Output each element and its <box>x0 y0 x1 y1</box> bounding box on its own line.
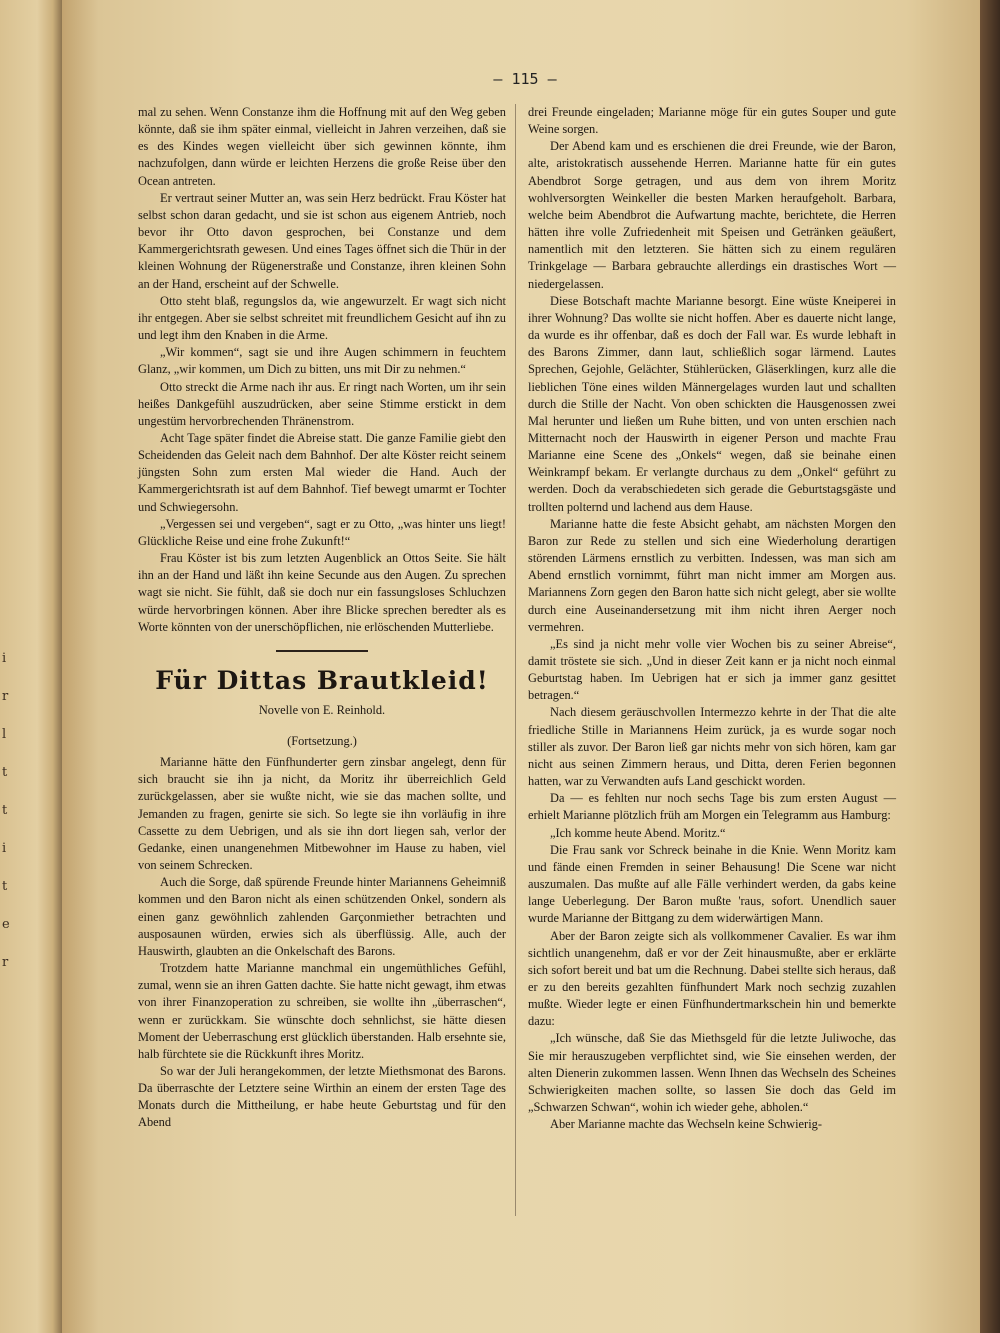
adjacent-page-letter: l <box>2 727 7 742</box>
paragraph: Die Frau sank vor Schreck beinahe in die Knie. Wenn Moritz kam und fände einen Fremden in seiner Behausung! Die Scene war nicht auszumalen. Das mußte auf alle Fälle verhindert werden, da gabs keine lange Ueberlegung. Der Baron mußte 'raus, sofort. Unendlich sauer wurde Marianne der Bittgang zu dem widerwärtigen Mann. <box>528 842 896 926</box>
story-title: Für Dittas Brautkleid! <box>155 665 489 695</box>
paragraph: „Es sind ja nicht mehr volle vier Wochen bis zu seiner Abreise“, damit tröstete sie sich. „Und in dieser Zeit kann er ja nicht noch einmal Geburtstag haben. Im Uebrigen hat er sich ja immer ganz gesittet betragen.“ <box>528 636 896 703</box>
book-binding-strip <box>0 0 62 1333</box>
adjacent-page-letter: e <box>2 917 10 932</box>
page-number: — 115 — <box>493 70 557 88</box>
paragraph: Er vertraut seiner Mutter an, was sein Herz bedrückt. Frau Köster hat selbst schon daran gedacht, und sie ist schon aus eigenem Antrieb, noch bevor ihr Otto davon gesprochen, bei Constanze und dem Kammergerichtsrath gewesen. Und eines Tages öffnet sich die Thür in der kleinen Wohnung der Rügenerstraße und Constanze, ihren kleinen Sohn an der Hand, erscheint auf der Schwelle. <box>138 190 506 291</box>
left-column <box>138 104 506 1132</box>
paragraph: „Ich wünsche, daß Sie das Miethsgeld für die letzte Juliwoche, das Sie mir herauszugeben verpflichtet sind, wie Sie einsehen werden, der alten Dienerin zukommen lassen. Wenn Ihnen das Wechseln des Scheines Schwierigkeiten machen sollte, so lassen Sie doch das Geld im „Schwarzen Schwan“, wohin ich wieder gehe, abholen.“ <box>528 1031 896 1115</box>
paragraph: Frau Köster ist bis zum letzten Augenblick an Ottos Seite. Sie hält ihn an der Hand und läßt ihn keine Secunde aus den Augen. Zu sprechen wagt sie nicht. Sie fühlt, daß sie doch nur ein fassungsloses Schluchzen würde hervorbringen können. Aber ihre Blicke sprechen beredter als es Worte könnten von der unerschöpflichen, nie erlöschenden Mutterliebe. <box>138 551 506 634</box>
section-divider <box>276 650 368 652</box>
paragraph: „Ich komme heute Abend. Moritz.“ <box>550 825 726 840</box>
paragraph: Nach diesem geräuschvollen Intermezzo kehrte in der That die alte friedliche Stille in Mariannens Heim zurück, ja es wurde sogar noch stiller als zuvor. Der Baron ließ gar nichts mehr von sich hören, kam gar nicht aus seinen Zimmern heraus, und Ditta, deren Ferien begonnen hatten, war zu Verwandten aufs Land geschickt worden. <box>528 705 896 789</box>
adjacent-page-letter: i <box>2 651 7 666</box>
paragraph: drei Freunde eingeladen; Marianne möge für ein gutes Souper und gute Weine sorgen. <box>528 105 896 137</box>
adjacent-page-letter: t <box>2 765 8 780</box>
continuation-note: (Fortsetzung.) <box>287 734 357 748</box>
paragraph: „Wir kommen“, sagt sie und ihre Augen schimmern in feuchtem Glanz, „wir kommen, um Dich zu bitten, uns mit Dir zu nehmen.“ <box>138 345 506 377</box>
column-rule <box>515 104 516 1216</box>
paragraph: So war der Juli herangekommen, der letzte Miethsmonat des Barons. Da überraschte der Letztere seine Wirthin an einem der ersten Tage des Monats durch die Mittheilung, er habe heute Geburtstag und für den Abend <box>138 1063 506 1130</box>
adjacent-page-letters <box>2 640 16 982</box>
paragraph: Der Abend kam und es erschienen die drei Freunde, wie der Baron, alte, aristokratisch aussehende Herren. Marianne hatte für ein gutes Abendbrot Sorge getragen, und aus dem von ihrem Moritz wohlversorgten Weinkeller die besten Marken heraufgeholt. Barbara, welche beim Abendbrot die Aufwartung machte, berichtete, die Herren hätten ihre volle Zufriedenheit mit Speisen und Getränken geäußert, namentlich mit den letzteren. Sie hätten sich zu einem regulären Trinkgelage — Barbara gebrauchte allerdings ein drastisches Wort — niedergelassen. <box>528 139 896 291</box>
paragraph: Aber der Baron zeigte sich als vollkommener Cavalier. Es war ihm sichtlich unangenehm, daß er vor der Zeit hinausmußte, aber er erklärte sich sofort bereit und bat um die Rechnung. Dabei stellte sich heraus, daß er zu den bereits gezahlten fünfhundert Mark noch sechzig zuzahlen mußte. Wieder legte er einen Fünfhundertmarkschein hin und bemerkte dazu: <box>528 928 896 1029</box>
paragraph: Otto steht blaß, regungslos da, wie angewurzelt. Er wagt sich nicht ihr entgegen. Aber sie selbst schreitet mit freundlichem Gesicht auf ihn zu und legt ihm den Knaben in die Arme. <box>138 293 506 343</box>
adjacent-page-letter: i <box>2 841 7 856</box>
paragraph: mal zu sehen. Wenn Constanze ihm die Hoffnung mit auf den Weg geben könnte, daß sie ihm später einmal, vielleicht in Jahren verzeihen, daß sie es des Kindes wegen vielleicht über sich gewinnen könnte, ihm nachzufolgen, dann würde er leichten Herzens die große Reise über den Ocean antreten. <box>138 105 506 188</box>
paragraph: Trotzdem hatte Marianne manchmal ein ungemüthliches Gefühl, zumal, wenn sie an ihren Gatten dachte. Sie hatte nicht gewagt, ihm etwas von ihrer Finanzoperation zu schreiben, sie wollte ihn „überraschen“, wenn er zurückkam. Sie wünschte doch sehnlichst, sie hätte diesen Moment der Ueberraschung erst glücklich überstanden. Halb ersehnte sie, halb fürchtete sie die Rückkunft ihres Moritz. <box>138 961 506 1061</box>
paragraph: Acht Tage später findet die Abreise statt. Die ganze Familie giebt den Scheidenden das Geleit nach dem Bahnhof. Der alte Köster reicht seinem jüngsten Sohn zum ersten Mal wieder die Hand. Auch der Kammergerichtsrath ist auf dem Bahnhof. Tief bewegt umarmt er Tochter und Schwiegersohn. <box>138 430 506 514</box>
adjacent-page-letter: r <box>2 955 9 970</box>
paragraph: Marianne hatte die feste Absicht gehabt, am nächsten Morgen den Baron zur Rede zu stellen und sich eine Wiederholung derartigen störenden Lärmens ernstlich zu verbitten. Indessen, was man sich am Abend ernstlich vornimmt, führt man nicht immer am Morgen aus. Mariannens Zorn gegen den Baron hatte sich nicht gelegt, aber sie wollte durch eine Auseinandersetzung mit ihm nicht ihren Aerger noch vermehren. <box>528 516 896 634</box>
paragraph: Marianne hätte den Fünfhunderter gern zinsbar angelegt, denn für sich braucht sie ihn ja nicht, da Moritz ihr überreichlich Geld zurückgelassen, aber sie wußte nicht, wie sie das machen sollte, und Jemanden zu fragen, genirte sie sich. So legte sie ihn vorläufig in ihre Cassette zu dem Uebrigen, und als sie ihn dort liegen sah, verlor der Gedanke, einen unangenehmen Mitbewohner im Hause zu haben, viel von seinem Schrecken. <box>138 755 506 873</box>
adjacent-page-letter: t <box>2 803 8 818</box>
paragraph: „Vergessen sei und vergeben“, sagt er zu Otto, „was hinter uns liegt! Glückliche Reise und eine frohe Zukunft!“ <box>138 516 506 548</box>
book-cover-edge <box>980 0 1000 1333</box>
right-column <box>528 104 896 1133</box>
adjacent-page-letter: r <box>2 689 9 704</box>
paragraph: Otto streckt die Arme nach ihr aus. Er ringt nach Worten, um ihr sein heißes Dankgefühl auszudrücken, aber seine Stimme erstickt in dem ungestüm hervorbrechenden Thränenstrom. <box>138 379 506 428</box>
story-byline: Novelle von E. Reinhold. <box>258 702 386 717</box>
paragraph: Da — es fehlten nur noch sechs Tage bis zum ersten August — erhielt Marianne plötzlich früh am Morgen ein Telegramm aus Hamburg: <box>528 791 896 823</box>
paragraph: Aber Marianne machte das Wechseln keine Schwierig- <box>550 1117 822 1132</box>
paragraph: Diese Botschaft machte Marianne besorgt. Eine wüste Kneiperei in ihrer Wohnung? Das wollte sie nicht hoffen. Aber es dauerte nicht lange, da wurde es ihr offenbar, daß es doch der Fall war. Es wurde lebhaft in des Barons Zimmer, dann laut, schließlich sogar lärmend. Lautes Sprechen, Gejohle, Gelächter, Stühlerücken, Gläserklingen, kurz alle die lieblichen Töne eines wilden Männergelages wurden laut und schallten durch die Stille der Nacht. Von oben schickten die Hausgenossen zwei Mal herunter und ließen um Ruhe bitten, und von unten erschien nach Mitternacht noch der Hauswirth in eigener Person und machte Frau Marianne eine Scene des „Onkels“ wegen, daß sie beinahe einen Weinkrampf bekam. Er verlangte durchaus zu dem „Onkel“ geführt zu werden. Doch da verabschiedeten sich gerade die Geburtstagsgäste und trollten polternd und lachend aus dem Hause. <box>528 293 896 514</box>
adjacent-page-letter: t <box>2 879 8 894</box>
paragraph: Auch die Sorge, daß spürende Freunde hinter Mariannens Geheimniß kommen und den Baron nicht als einen schützenden Onkel, sondern als einen ganz gewöhnlich zahlenden Garçonmiether betrachten und ausposaunen würden, erwies sich als überflüssig. Alle, auch der Hauswirth, glaubten an die Onkelschaft des Barons. <box>138 875 506 958</box>
